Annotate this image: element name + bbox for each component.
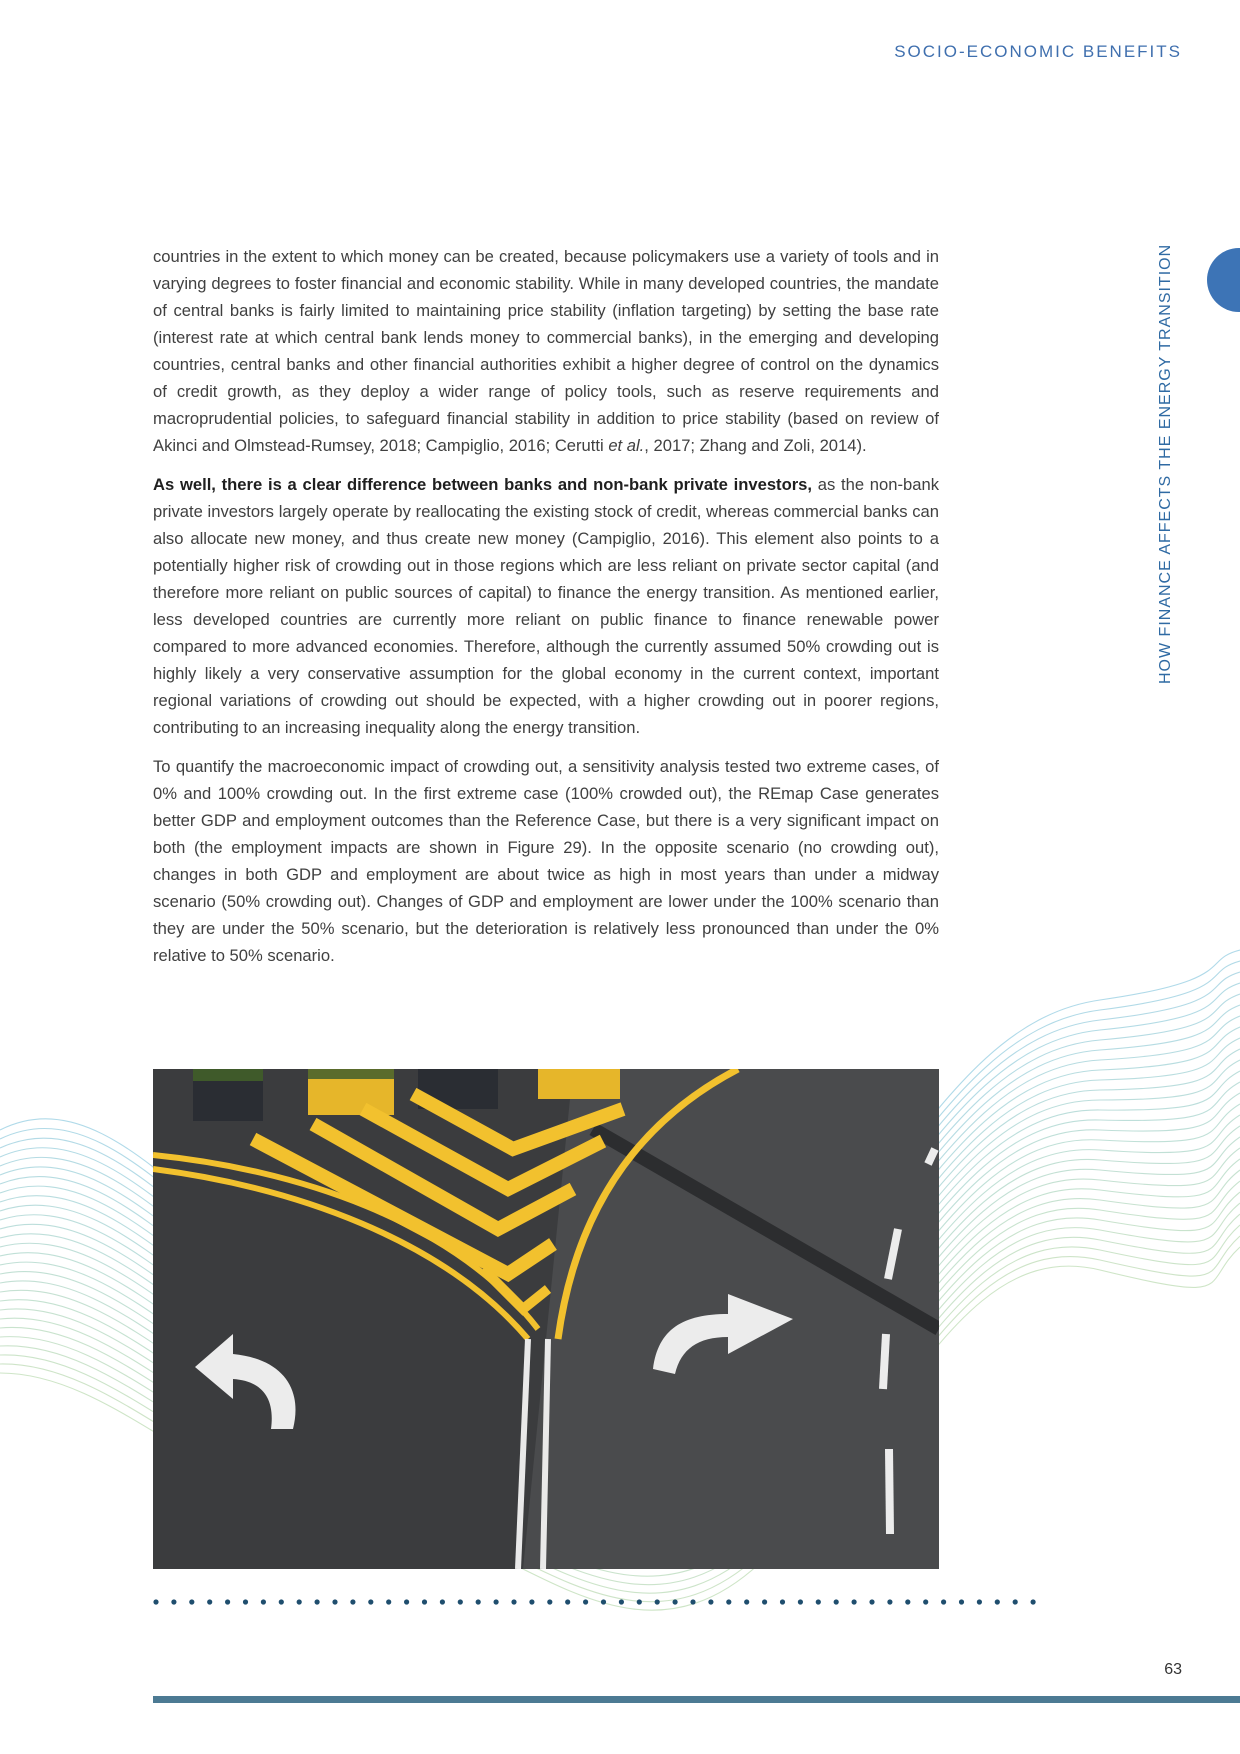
body-text [153,243,939,981]
divider-dot [386,1599,391,1604]
divider-dot [297,1599,302,1604]
divider-dot [995,1599,1000,1604]
divider-dot [171,1599,176,1604]
divider-dot [404,1599,409,1604]
divider-dot [583,1599,588,1604]
paragraph-2-text: as the non-bank private investors largely operate by reallocating the existing stock of credit, whereas commercial banks can also allocate new money, and thus create new money (Campiglio, 2016). This element also points to a potentially higher risk of crowding out in those regions which are less reliant on private sector capital (and therefore more reliant on public sources of capital) to finance the energy transition. As mentioned earlier, less developed countries are currently more reliant on public finance to finance renewable power compared to more advanced economies. Therefore, although the currently assumed 50% crowding out is highly likely a very conservative assumption for the global economy in the current context, important regional variations of crowding out should be expected, with a higher crowding out in poorer regions, contributing to an increasing inequality along the energy transition. [153,475,940,737]
paragraph-1 [153,243,939,459]
paragraph-3: To quantify the macroeconomic impact of crowding out, a sensitivity analysis tested two extreme cases, of 0% and 100% crowding out. In the first extreme case (100% crowded out), the REmap Case generates better GDP and employment outcomes than the Reference Case, but there is a very significant impact on both (the employment impacts are shown in Figure 29). In the opposite scenario (no crowding out), changes in both GDP and employment are about twice as high in most years than under a midway scenario (50% crowding out). Changes of GDP and employment are lower under the 100% scenario than they are under the 50% scenario, but the deterioration is relatively less pronounced than under the 0% relative to 50% scenario. [153,757,939,965]
divider-dot [207,1599,212,1604]
divider-dot [708,1599,713,1604]
paragraph-1-end: , 2017; Zhang and Zoli, 2014). [644,436,867,455]
divider-dot [368,1599,373,1604]
divider-dot [494,1599,499,1604]
divider-dot [153,1599,158,1604]
divider-dot [243,1599,248,1604]
divider-dot [816,1599,821,1604]
divider-dot [1013,1599,1018,1604]
dotted-divider [153,1596,1053,1608]
divider-dot [869,1599,874,1604]
footer-bar [153,1696,1240,1703]
paragraph-1-text: countries in the extent to which money can be created, because policymakers use a variety of tools and in varying degrees to foster financial and economic stability. While in many developed countries, the mandate of central banks is fairly limited to maintaining price stability (inflation targeting) by setting the base rate (interest rate at which central bank lends money to commercial banks), in the emerging and developing countries, central banks and other financial authorities exhibit a higher degree of control on the dynamics of credit growth, as they deploy a wider range of policy tools, such as reserve requirements and macroprudential policies, to safeguard financial stability in addition to price stability (based on review of Akinci and Olmstead-Rumsey, 2018; Campiglio, 2016; Cerutti [153,247,939,455]
chapter-tab-marker [1207,248,1240,312]
divider-dot [959,1599,964,1604]
divider-dot [261,1599,266,1604]
divider-dot [834,1599,839,1604]
divider-dot [744,1599,749,1604]
divider-dot [279,1599,284,1604]
divider-dot [225,1599,230,1604]
divider-dot [601,1599,606,1604]
divider-dot [1031,1599,1036,1604]
divider-dot [655,1599,660,1604]
divider-dot [529,1599,534,1604]
divider-dot [315,1599,320,1604]
divider-dot [422,1599,427,1604]
divider-dot [511,1599,516,1604]
divider-dot [673,1599,678,1604]
paragraph-1-italic: et al. [608,436,645,455]
divider-dot [798,1599,803,1604]
divider-dot [189,1599,194,1604]
chapter-side-title: HOW FINANCE AFFECTS THE ENERGY TRANSITION [1157,243,1174,684]
divider-dot [476,1599,481,1604]
divider-dot [547,1599,552,1604]
section-header-label: SOCIO-ECONOMIC BENEFITS [894,42,1182,61]
divider-dot [637,1599,642,1604]
divider-dot [690,1599,695,1604]
divider-dot [977,1599,982,1604]
divider-dot [332,1599,337,1604]
divider-dot [905,1599,910,1604]
road-markings-photo [153,1069,939,1569]
divider-dot [762,1599,767,1604]
paragraph-2-lead: As well, there is a clear difference between banks and non-bank private investors, [153,475,813,494]
paragraph-2 [153,471,939,741]
divider-dot [941,1599,946,1604]
divider-dot [887,1599,892,1604]
divider-dot [923,1599,928,1604]
divider-dot [726,1599,731,1604]
page-number: 63 [1164,1661,1182,1678]
divider-dot [350,1599,355,1604]
divider-dot [619,1599,624,1604]
divider-dot [780,1599,785,1604]
divider-dot [458,1599,463,1604]
divider-dot [565,1599,570,1604]
divider-dot [440,1599,445,1604]
divider-dot [852,1599,857,1604]
